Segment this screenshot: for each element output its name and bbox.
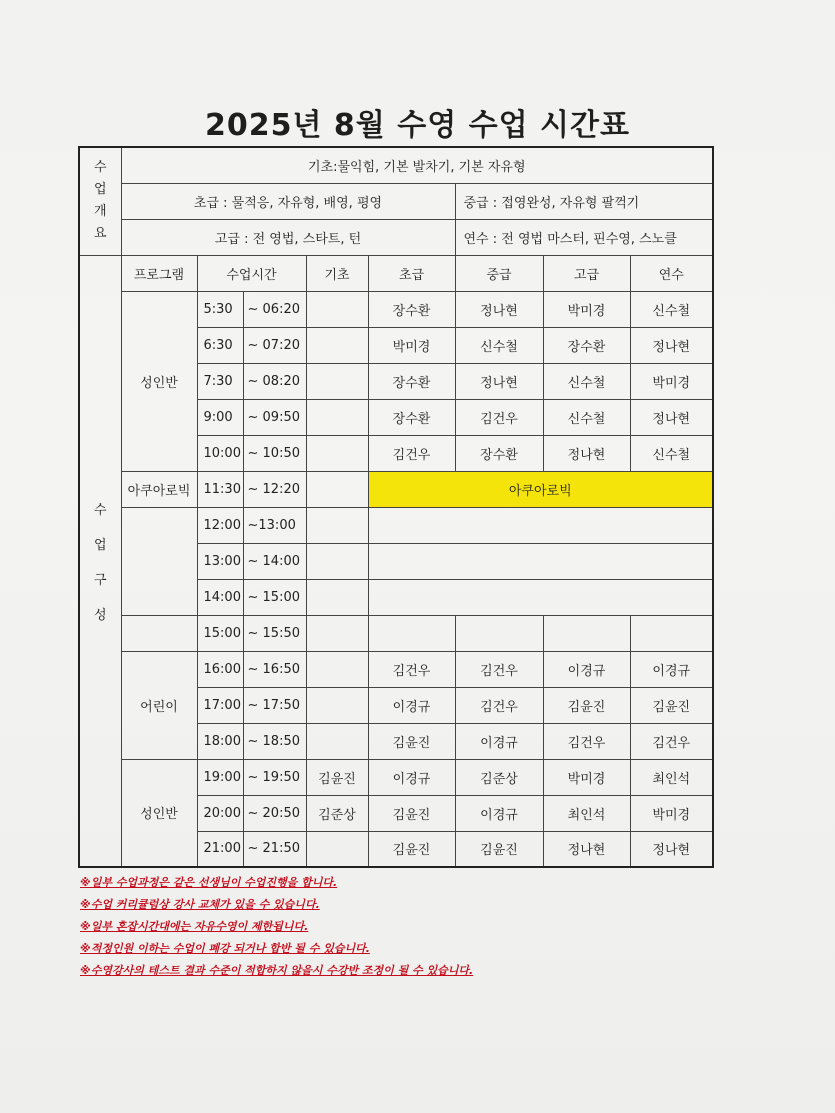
- cell-intermediate: 김준상: [455, 759, 543, 795]
- table-row: [79, 651, 713, 687]
- cell-basic: [306, 615, 368, 651]
- overview-row-beginner: [79, 183, 713, 219]
- group-aqua: 아쿠아로빅: [121, 471, 197, 507]
- time-end: ~ 14:00: [243, 543, 306, 579]
- cell-training: 박미경: [630, 795, 713, 831]
- cell-beginner: [368, 615, 455, 651]
- cell-beginner: 장수환: [368, 399, 455, 435]
- time-end: ~ 16:50: [243, 651, 306, 687]
- cell-basic: [306, 507, 368, 543]
- cell-basic: [306, 579, 368, 615]
- cell-advanced: 정나현: [543, 831, 630, 867]
- cell-training: 이경규: [630, 651, 713, 687]
- cell-intermediate: 정나현: [455, 291, 543, 327]
- page-title: 2025년 8월 수영 수업 시간표: [205, 108, 630, 143]
- time-end: ~ 09:50: [243, 399, 306, 435]
- cell-basic: [306, 471, 368, 507]
- cell-advanced: 신수철: [543, 399, 630, 435]
- schedule-table: [78, 146, 714, 868]
- time-start: 11:30: [197, 471, 243, 507]
- cell-intermediate: 신수철: [455, 327, 543, 363]
- cell-intermediate: 김건우: [455, 399, 543, 435]
- cell-training: 최인석: [630, 759, 713, 795]
- cell-empty-span: [368, 543, 713, 579]
- cell-advanced: [543, 615, 630, 651]
- cell-advanced: 최인석: [543, 795, 630, 831]
- overview-label: 수 업 개 요: [79, 147, 121, 255]
- table-row: [79, 615, 713, 651]
- cell-basic: [306, 651, 368, 687]
- cell-beginner: 이경규: [368, 759, 455, 795]
- note-item: ※수영강사의 테스트 결과 수준이 적합하지 않을시 수강반 조정이 될 수 있습니다.: [80, 964, 474, 977]
- cell-training: 김윤진: [630, 687, 713, 723]
- table-row-empty: [79, 507, 713, 543]
- cell-advanced: 박미경: [543, 759, 630, 795]
- structure-label: 수 업 구 성: [79, 255, 121, 867]
- time-start: 13:00: [197, 543, 243, 579]
- cell-advanced: 김건우: [543, 723, 630, 759]
- time-start: 15:00: [197, 615, 243, 651]
- time-start: 18:00: [197, 723, 243, 759]
- cell-intermediate: 이경규: [455, 795, 543, 831]
- cell-training: 신수철: [630, 291, 713, 327]
- overview-intermediate: 중급 : 접영완성, 자유형 팔꺽기: [455, 183, 713, 219]
- cell-intermediate: 장수환: [455, 435, 543, 471]
- time-end: ~ 20:50: [243, 795, 306, 831]
- header-intermediate: 중급: [455, 255, 543, 291]
- cell-beginner: 김건우: [368, 435, 455, 471]
- cell-basic: [306, 543, 368, 579]
- overview-row-basic: [79, 147, 713, 183]
- cell-advanced: 신수철: [543, 363, 630, 399]
- cell-training: 신수철: [630, 435, 713, 471]
- cell-beginner: 박미경: [368, 327, 455, 363]
- cell-empty-span: [368, 507, 713, 543]
- cell-intermediate: 김윤진: [455, 831, 543, 867]
- time-start: 21:00: [197, 831, 243, 867]
- group-kids: 어린이: [121, 651, 197, 759]
- time-start: 9:00: [197, 399, 243, 435]
- cell-advanced: 장수환: [543, 327, 630, 363]
- header-advanced: 고급: [543, 255, 630, 291]
- cell-basic: [306, 723, 368, 759]
- cell-beginner: 장수환: [368, 363, 455, 399]
- time-start: 17:00: [197, 687, 243, 723]
- header-row: [79, 255, 713, 291]
- cell-training: 정나현: [630, 327, 713, 363]
- overview-basic: 기초:물익힘, 기본 발차기, 기본 자유형: [121, 147, 713, 183]
- aqua-banner: 아쿠아로빅: [368, 471, 713, 507]
- cell-basic: [306, 831, 368, 867]
- header-basic: 기초: [306, 255, 368, 291]
- table-row: [79, 759, 713, 795]
- time-start: 19:00: [197, 759, 243, 795]
- note-item: ※수업 커리큘럼상 강사 교체가 있을 수 있습니다.: [80, 898, 320, 911]
- cell-basic: [306, 327, 368, 363]
- overview-beginner: 초급 : 물적응, 자유형, 배영, 평영: [121, 183, 455, 219]
- time-start: 20:00: [197, 795, 243, 831]
- cell-training: 박미경: [630, 363, 713, 399]
- cell-beginner: 김건우: [368, 651, 455, 687]
- cell-training: 김건우: [630, 723, 713, 759]
- table-row-aqua: [79, 471, 713, 507]
- cell-advanced: 정나현: [543, 435, 630, 471]
- cell-beginner: 김윤진: [368, 831, 455, 867]
- cell-intermediate: 정나현: [455, 363, 543, 399]
- header-beginner: 초급: [368, 255, 455, 291]
- cell-basic: [306, 435, 368, 471]
- header-time: 수업시간: [197, 255, 306, 291]
- time-start: 7:30: [197, 363, 243, 399]
- time-end: ~ 08:20: [243, 363, 306, 399]
- cell-intermediate: 이경규: [455, 723, 543, 759]
- cell-basic: 김준상: [306, 795, 368, 831]
- cell-beginner: 김윤진: [368, 795, 455, 831]
- group-empty: [121, 507, 197, 615]
- cell-beginner: 이경규: [368, 687, 455, 723]
- time-end: ~ 06:20: [243, 291, 306, 327]
- time-end: ~ 15:50: [243, 615, 306, 651]
- time-end: ~ 15:00: [243, 579, 306, 615]
- time-end: ~13:00: [243, 507, 306, 543]
- header-training: 연수: [630, 255, 713, 291]
- cell-intermediate: [455, 615, 543, 651]
- note-item: ※일부 혼잡시간대에는 자유수영이 제한됩니다.: [80, 920, 309, 933]
- cell-basic: 김윤진: [306, 759, 368, 795]
- time-start: 12:00: [197, 507, 243, 543]
- note-item: ※적정인원 이하는 수업이 폐강 되거나 합반 될 수 있습니다.: [80, 942, 370, 955]
- time-end: ~ 18:50: [243, 723, 306, 759]
- cell-basic: [306, 687, 368, 723]
- overview-row-advanced: [79, 219, 713, 255]
- cell-advanced: 박미경: [543, 291, 630, 327]
- overview-advanced: 고급 : 전 영법, 스타트, 턴: [121, 219, 455, 255]
- cell-basic: [306, 399, 368, 435]
- time-start: 6:30: [197, 327, 243, 363]
- group-adult-morning: 성인반: [121, 291, 197, 471]
- cell-advanced: 이경규: [543, 651, 630, 687]
- time-start: 5:30: [197, 291, 243, 327]
- time-end: ~ 17:50: [243, 687, 306, 723]
- cell-basic: [306, 291, 368, 327]
- time-end: ~ 12:20: [243, 471, 306, 507]
- time-end: ~ 19:50: [243, 759, 306, 795]
- cell-beginner: 장수환: [368, 291, 455, 327]
- time-start: 10:00: [197, 435, 243, 471]
- group-empty: [121, 615, 197, 651]
- notes-list: [80, 872, 780, 982]
- cell-advanced: 김윤진: [543, 687, 630, 723]
- time-end: ~ 10:50: [243, 435, 306, 471]
- note-item: ※일부 수업과정은 같은 선생님이 수업진행을 합니다.: [80, 876, 338, 889]
- time-start: 16:00: [197, 651, 243, 687]
- cell-training: [630, 615, 713, 651]
- time-end: ~ 21:50: [243, 831, 306, 867]
- cell-basic: [306, 363, 368, 399]
- cell-intermediate: 김건우: [455, 687, 543, 723]
- cell-training: 정나현: [630, 399, 713, 435]
- group-adult-evening: 성인반: [121, 759, 197, 867]
- overview-training: 연수 : 전 영법 마스터, 핀수영, 스노클: [455, 219, 713, 255]
- cell-empty-span: [368, 579, 713, 615]
- time-start: 14:00: [197, 579, 243, 615]
- header-program: 프로그램: [121, 255, 197, 291]
- cell-beginner: 김윤진: [368, 723, 455, 759]
- cell-intermediate: 김건우: [455, 651, 543, 687]
- table-row: [79, 291, 713, 327]
- time-end: ~ 07:20: [243, 327, 306, 363]
- cell-training: 정나현: [630, 831, 713, 867]
